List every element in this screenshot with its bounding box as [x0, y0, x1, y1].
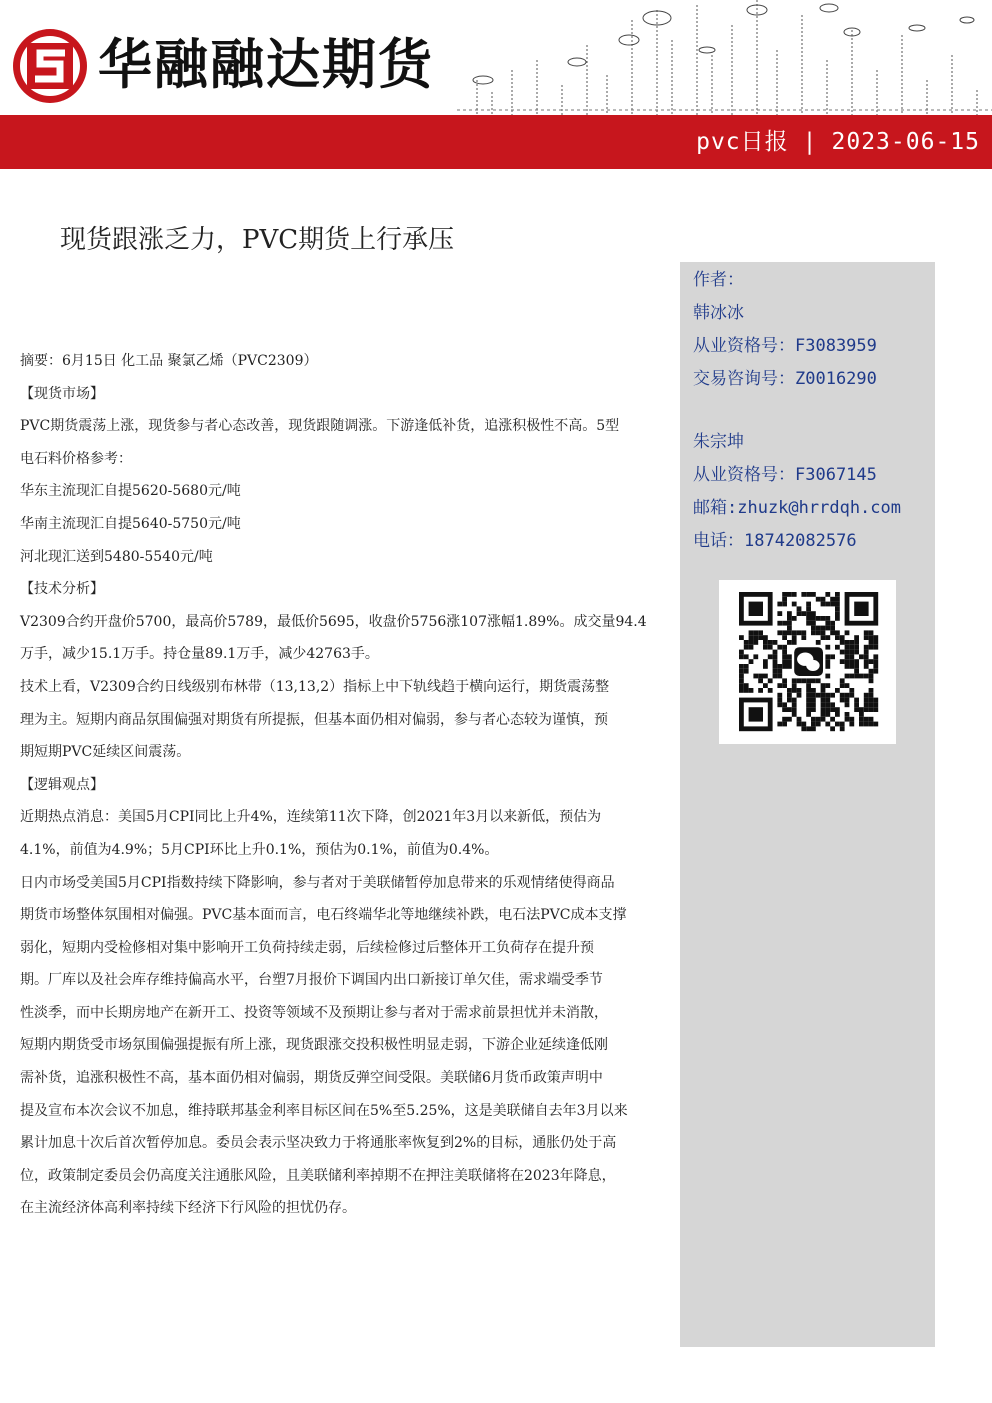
author-qualification: 从业资格号：F3067145 [693, 465, 877, 485]
body-line: 万手，减少15.1万手。持仓量89.1万手，减少42763手。 [20, 646, 379, 663]
author-email: 邮箱:zhuzk@hrrdqh.com [693, 498, 901, 518]
body-line: 技术上看，V2309合约日线级别布林带（13,13,2）指标上中下轨线趋于横向运行，期货震荡整 [20, 678, 610, 695]
author-label: 作者： [693, 270, 744, 290]
author-sidebar [680, 262, 935, 1347]
decorative-lines-graphic [457, 0, 992, 115]
report-type: pvc日报 [696, 129, 789, 155]
body-line: 弱化，短期内受检修相对集中影响开工负荷持续走弱，后续检修过后整体开工负荷存在提升预 [20, 939, 594, 956]
report-date: 2023-06-15 [831, 129, 980, 155]
body-line: 在主流经济体高利率持续下经济下行风险的担忧仍存。 [20, 1200, 356, 1217]
author-info [693, 264, 901, 558]
price-line: 河北现汇送到5480-5540元/吨 [20, 548, 213, 565]
price-line: 华南主流现汇自提5640-5750元/吨 [20, 515, 241, 532]
body-line: 短期内期货受市场氛围偏强提振有所上涨，现货跟涨交投积极性明显走弱，下游企业延续逢低刚 [20, 1037, 608, 1054]
body-line: 累计加息十次后首次暂停加息。委员会表示坚决致力于将通胀率恢复到2%的目标，通胀仍处于高 [20, 1135, 617, 1152]
body-line: 电石料价格参考： [20, 450, 132, 467]
meta-separator: | [802, 129, 818, 155]
body-line: 性淡季，而中长期房地产在新开工、投资等领域不及预期让参与者对于需求前景担忧并未消散， [20, 1004, 608, 1021]
body-line: 近期热点消息：美国5月CPI同比上升4%，连续第11次下降，创2021年3月以来新低，预估为 [20, 809, 602, 826]
section-heading-spot: 【现货市场】 [20, 385, 104, 402]
author-name: 朱宗坤 [693, 432, 744, 452]
body-line: 理为主。短期内商品氛围偏强对期货有所提振，但基本面仍相对偏弱，参与者心态较为谨慎，预 [20, 711, 608, 728]
body-line: 期货市场整体氛围相对偏强。PVC基本面而言，电石终端华北等地继续补跌，电石法PVC成本支撑 [20, 907, 627, 924]
section-heading-logic: 【逻辑观点】 [20, 776, 104, 793]
report-body [20, 345, 670, 1225]
summary-line: 摘要：6月15日 化工品 聚氯乙烯（PVC2309） [20, 353, 318, 369]
body-line: 位，政策制定委员会仍高度关注通胀风险，且美联储利率掉期不在押注美联储将在2023年降息， [20, 1167, 616, 1184]
section-heading-technical: 【技术分析】 [20, 581, 104, 598]
author-qualification: 从业资格号：F3083959 [693, 336, 877, 356]
body-line: PVC期货震荡上涨，现货参与者心态改善，现货跟随调涨。下游逢低补货，追涨积极性不高。5型 [20, 418, 620, 435]
price-line: 华东主流现汇自提5620-5680元/吨 [20, 483, 241, 500]
author-name: 韩冰冰 [693, 303, 744, 323]
author-consult-number: 交易咨询号：Z0016290 [693, 369, 877, 389]
body-line: 提及宣布本次会议不加息，维持联邦基金利率目标区间在5%至5.25%，这是美联储自去年3月以来 [20, 1102, 628, 1119]
author-phone: 电话：18742082576 [693, 531, 857, 551]
report-meta [696, 127, 980, 157]
wechat-qr-code-icon [719, 580, 896, 744]
brand-name: 华融融达期货 [98, 33, 434, 96]
body-line: 日内市场受美国5月CPI指数持续下降影响，参与者对于美联储暂停加息带来的乐观情绪使得商品 [20, 874, 615, 891]
body-line: 期。厂库以及社会库存维持偏高水平，台塑7月报价下调国内出口新接订单欠佳，需求端受季节 [20, 972, 603, 989]
company-logo-icon [10, 26, 90, 106]
body-line: 4.1%，前值为4.9%；5月CPI环比上升0.1%，预估为0.1%，前值为0.4%。 [20, 841, 499, 858]
body-line: 需补货，追涨积极性不高，基本面仍相对偏弱，期货反弹空间受限。美联储6月货币政策声明中 [20, 1070, 603, 1087]
body-line: 期短期PVC延续区间震荡。 [20, 744, 191, 761]
body-line: V2309合约开盘价5700，最高价5789，最低价5695，收盘价5756涨107涨幅1.89%。成交量94.4 [20, 613, 647, 630]
document-title: 现货跟涨乏力，PVC期货上行承压 [60, 225, 455, 255]
